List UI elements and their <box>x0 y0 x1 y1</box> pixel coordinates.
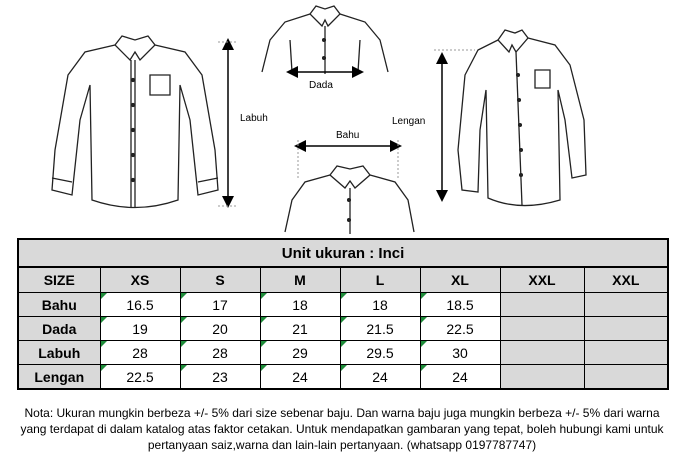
shirt-side-sleeve-icon <box>458 30 586 206</box>
table-cell: 20 <box>180 317 260 341</box>
size-chart-table <box>17 238 669 390</box>
table-cell-empty <box>584 365 668 390</box>
disclaimer-note: Nota: Ukuran mungkin berbeza +/- 5% dari size sebenar baju. Dan warna baju juga mungkin berbeza +/- 5% dari warna yang terdapat di dalam katalog atas faktor cetakan. Untuk mendapatkan gambaran yang tepat, boleh hubungi kami untuk pertanyaan saiz,warna dan lain-lain pertanyaan. (whatsapp 0197787747) <box>20 406 664 452</box>
table-cell: 21.5 <box>340 317 420 341</box>
table-row-bahu <box>18 293 668 317</box>
table-cell: 19 <box>100 317 180 341</box>
table-cell: 24 <box>340 365 420 390</box>
table-cell-empty <box>584 293 668 317</box>
column-header-m: M <box>260 267 340 293</box>
table-row-lengan <box>18 365 668 390</box>
column-header-xxl-2: XXL <box>584 267 668 293</box>
table-title: Unit ukuran : Inci <box>18 239 668 267</box>
column-header-xl: XL <box>420 267 500 293</box>
table-cell-empty <box>500 365 584 390</box>
bahu-label: Bahu <box>336 130 360 141</box>
table-cell: 29.5 <box>340 341 420 365</box>
table-cell: 30 <box>420 341 500 365</box>
shirt-top-shoulder-icon <box>285 166 414 234</box>
table-cell: 18 <box>260 293 340 317</box>
lengan-label: Lengan <box>392 116 426 127</box>
table-cell-empty <box>584 317 668 341</box>
table-cell: 24 <box>260 365 340 390</box>
row-label: Dada <box>18 317 100 341</box>
table-cell: 22.5 <box>100 365 180 390</box>
table-cell-empty <box>500 317 584 341</box>
column-header-xxl: XXL <box>500 267 584 293</box>
table-cell-empty <box>584 341 668 365</box>
dada-label: Dada <box>309 80 333 91</box>
row-label: Bahu <box>18 293 100 317</box>
table-cell: 16.5 <box>100 293 180 317</box>
shirt-front-full-icon <box>52 36 218 208</box>
shirt-top-chest-icon <box>262 6 388 74</box>
table-cell: 18.5 <box>420 293 500 317</box>
column-header-s: S <box>180 267 260 293</box>
size-header: SIZE <box>18 267 100 293</box>
table-cell: 22.5 <box>420 317 500 341</box>
table-cell: 17 <box>180 293 260 317</box>
table-cell: 24 <box>420 365 500 390</box>
table-cell: 21 <box>260 317 340 341</box>
table-cell: 18 <box>340 293 420 317</box>
table-cell-empty <box>500 293 584 317</box>
table-row-dada <box>18 317 668 341</box>
column-header-xs: XS <box>100 267 180 293</box>
table-row-labuh <box>18 341 668 365</box>
table-cell-empty <box>500 341 584 365</box>
row-label: Lengan <box>18 365 100 390</box>
table-cell: 23 <box>180 365 260 390</box>
table-header-row <box>18 267 668 293</box>
row-label: Labuh <box>18 341 100 365</box>
table-cell: 29 <box>260 341 340 365</box>
labuh-label: Labuh <box>240 113 268 124</box>
column-header-l: L <box>340 267 420 293</box>
table-cell: 28 <box>180 341 260 365</box>
table-cell: 28 <box>100 341 180 365</box>
